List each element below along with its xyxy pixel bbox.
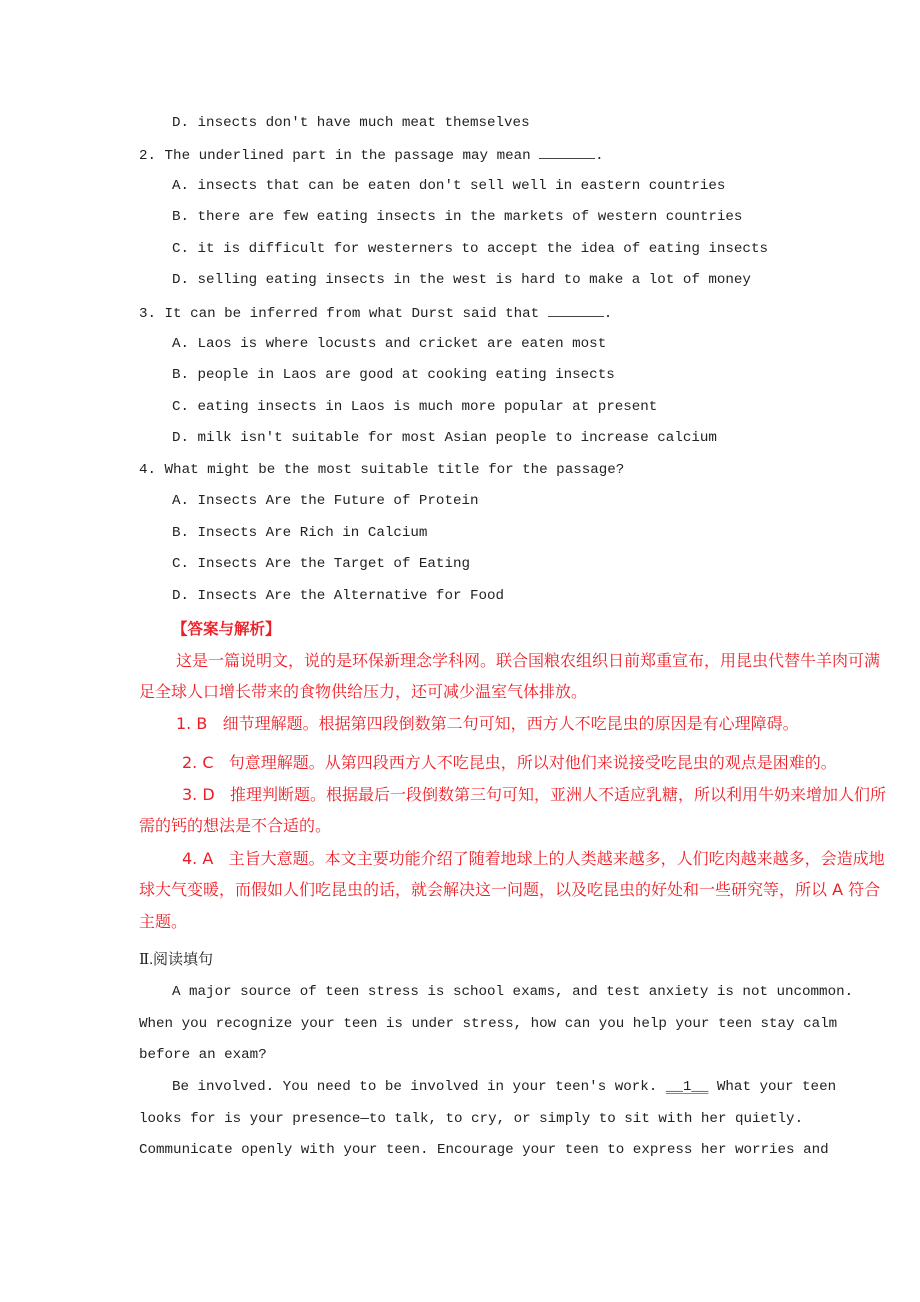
section-2-heading: Ⅱ.阅读填句 — [139, 952, 213, 968]
answer-label: 3. D — [182, 785, 215, 804]
question-4-option-a: A. Insects Are the Future of Protein — [172, 493, 479, 509]
question-2-option-b: B. there are few eating insects in the markets of western countries — [172, 209, 743, 225]
question-3-option-d: D. milk isn't suitable for most Asian people to increase calcium — [172, 430, 717, 446]
answer-4 — [182, 848, 885, 870]
answer-explanation: 句意理解题。从第四段西方人不吃昆虫，所以对他们来说接受吃昆虫的观点是困难的。 — [228, 753, 837, 772]
para-text: Be involved. You need to be involved in your teen's work. — [172, 1079, 666, 1095]
answer-analysis-heading: 【答案与解析】 — [172, 620, 281, 638]
fill-blank-1: __1__ — [665, 1079, 709, 1095]
answer-label: 2. C — [182, 753, 214, 772]
answer-2 — [182, 752, 837, 774]
answer-4-line-2: 球大气变暖，而假如人们吃昆虫的话，就会解决这一问题，以及吃昆虫的好处和一些研究等，所以 A 符合 — [139, 880, 881, 899]
answer-explanation: 主旨大意题。本文主要功能介绍了随着地球上的人类越来越多，人们吃肉越来越多，会造成地 — [228, 849, 885, 868]
question-4-option-b: B. Insects Are Rich in Calcium — [172, 525, 428, 541]
question-stem-text: It can be inferred from what Durst said that — [164, 306, 540, 322]
answer-4-line-3: 主题。 — [139, 912, 188, 931]
question-2-option-c: C. it is difficult for westerners to accept the idea of eating insects — [172, 241, 768, 257]
para-text: What your teen — [708, 1079, 837, 1095]
answer-label: 4. A — [182, 849, 214, 868]
answer-explanation: 细节理解题。根据第四段倒数第二句可知，西方人不吃昆虫的原因是有心理障碍。 — [222, 714, 799, 733]
question-end-punct: . — [595, 148, 604, 164]
question-3-stem — [139, 301, 612, 323]
question-end-punct: . — [603, 306, 613, 322]
section-2-para-2-line-3: Communicate openly with your teen. Encourage your teen to express her worries and — [139, 1142, 829, 1158]
question-2-option-d: D. selling eating insects in the west is hard to make a lot of money — [172, 272, 751, 288]
question-number: 3. — [139, 306, 157, 322]
answer-blank — [539, 143, 595, 159]
question-number: 2. — [139, 148, 157, 164]
answer-3-line-2: 需的钙的想法是不合适的。 — [139, 816, 332, 835]
question-3-option-a: A. Laos is where locusts and cricket are eaten most — [172, 336, 607, 352]
question-4-option-c: C. Insects Are the Target of Eating — [172, 556, 470, 572]
section-2-para-2-line-2: looks for is your presence—to talk, to cry, or simply to sit with her quietly. — [139, 1111, 804, 1127]
question-stem-text: What might be the most suitable title for the passage? — [164, 462, 625, 478]
answer-intro-line-2: 足全球人口增长带来的食物供给压力，还可减少温室气体排放。 — [139, 682, 588, 701]
section-2-para-2-line-1 — [172, 1076, 836, 1098]
section-2-para-1-line-2: When you recognize your teen is under stress, how can you help your teen stay calm — [139, 1016, 838, 1032]
section-2-para-1-line-1: A major source of teen stress is school exams, and test anxiety is not uncommon. — [172, 984, 854, 1000]
answer-explanation: 推理判断题。根据最后一段倒数第三句可知，亚洲人不适应乳糖，所以利用牛奶来增加人们所 — [229, 785, 886, 804]
section-2-para-1-line-3: before an exam? — [139, 1047, 267, 1063]
question-3-option-c: C. eating insects in Laos is much more popular at present — [172, 399, 658, 415]
question-1-option-d: D. insects don't have much meat themselves — [172, 115, 530, 131]
question-number: 4. — [139, 462, 157, 478]
answer-1 — [176, 713, 799, 735]
question-4-stem — [139, 459, 624, 481]
answer-label: 1. B — [176, 714, 208, 733]
answer-intro-line-1: 这是一篇说明文，说的是环保新理念学科网。联合国粮农组织日前郑重宣布，用昆虫代替牛羊肉可满 — [176, 651, 881, 670]
answer-blank — [548, 301, 604, 317]
question-2-stem — [139, 143, 604, 165]
question-2-option-a: A. insects that can be eaten don't sell well in eastern countries — [172, 178, 726, 194]
question-stem-text: The underlined part in the passage may mean — [164, 148, 531, 164]
question-3-option-b: B. people in Laos are good at cooking eating insects — [172, 367, 615, 383]
answer-3 — [182, 784, 886, 806]
question-4-option-d: D. Insects Are the Alternative for Food — [172, 588, 505, 604]
